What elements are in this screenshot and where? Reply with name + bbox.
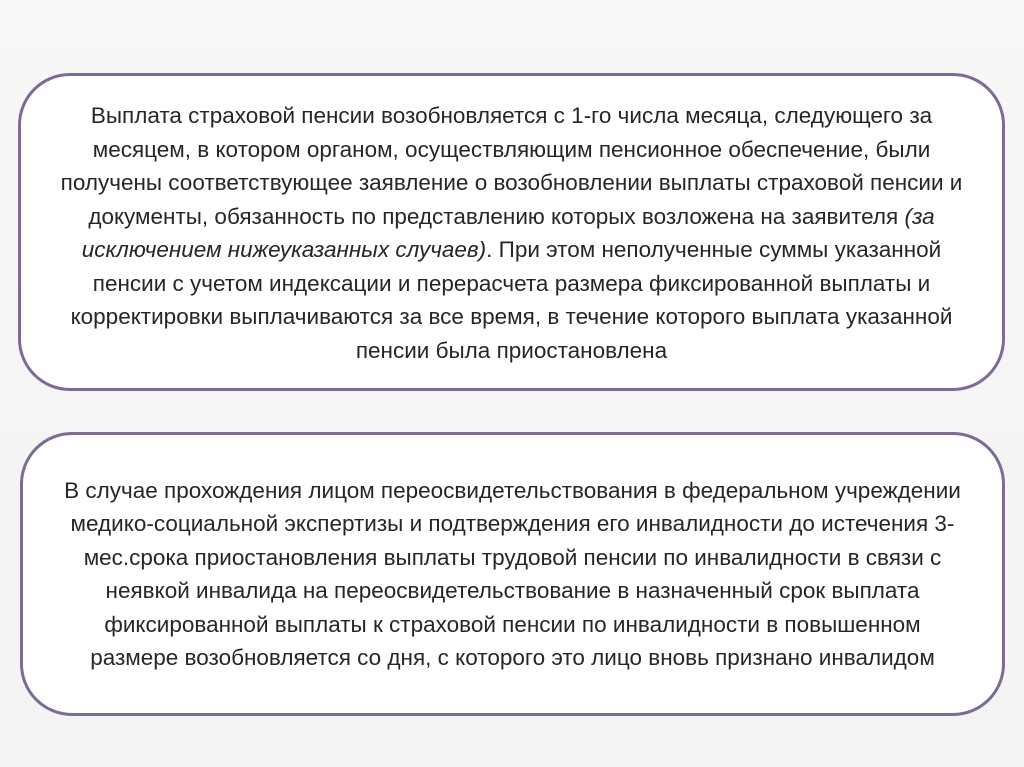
reexamination-case-box — [20, 432, 1005, 716]
resumption-rules-box — [18, 73, 1005, 391]
resumption-rules-main-text: Выплата страховой пенсии возобновляется с 1-го числа месяца, следующего за месяцем, в котором органом, осуществляющим пенсионное обеспечение, были получены соответствующее заявление о возобновлении выплаты страховой пенсии и документы, обязанность по представлению которых возложена на заявителя — [60, 103, 963, 229]
resumption-rules-continuation-text: . При этом неполученные суммы указанной пенсии с учетом индексации и перерасчета размера фиксированной выплаты и корректировки выплачиваются за все время, в течение которого выплата указанной пенсии была приостановлена — [70, 237, 953, 363]
resumption-rules-text — [43, 99, 980, 367]
reexamination-case-text: В случае прохождения лицом переосвидетельствования в федеральном учреждении медико-социальной экспертизы и подтверждения его инвалидности до истечения 3-мес.срока приостановления выплаты трудовой пенсии по инвалидности в связи с неявкой инвалида на переосвидетельствование в назначенный срок выплата фиксированной выплаты к страховой пенсии по инвалидности в повышенном размере возобновляется со дня, с которого это лицо вновь признано инвалидом — [64, 477, 961, 670]
resumption-rules-exception-note: (за исключением нижеуказанных случаев) — [81, 203, 935, 262]
